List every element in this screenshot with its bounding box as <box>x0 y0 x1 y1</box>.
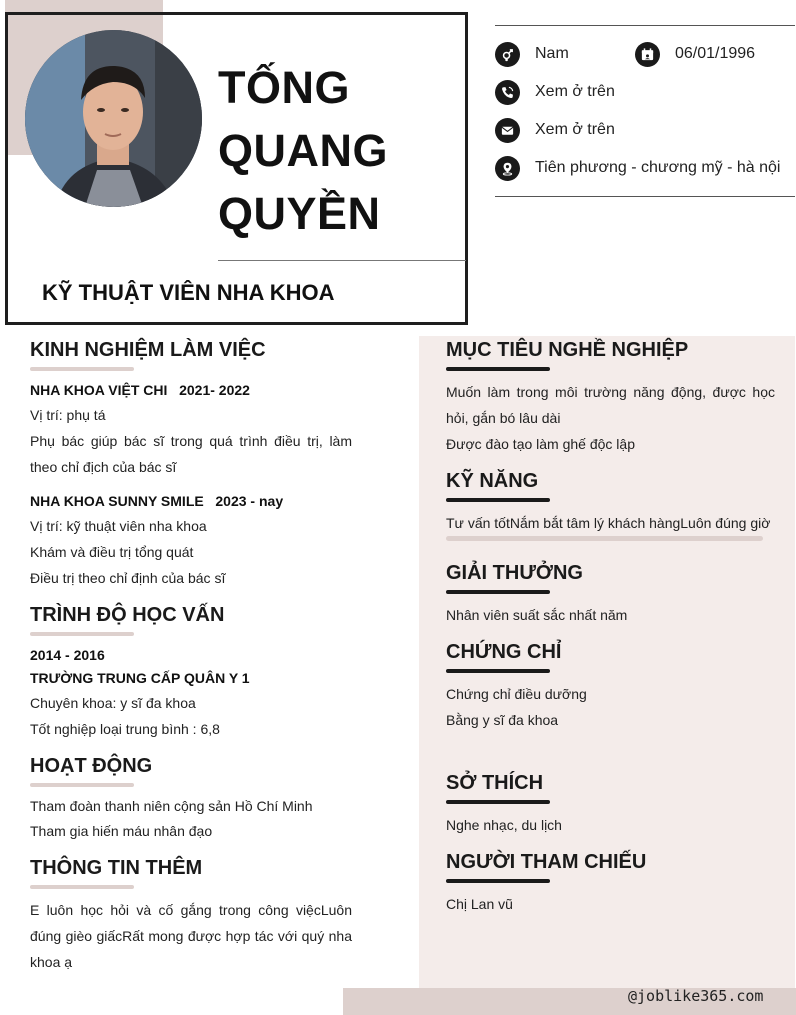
heading-underline <box>446 879 550 883</box>
more-info-text: E luôn học hỏi và cố gắng trong công việcLuôn đúng gièo giấcRất mong được hợp tác với quý nha khoa ạ <box>30 902 352 970</box>
education-major: Chuyên khoa: y sĩ đa khoa <box>30 695 196 711</box>
award-item: Nhân viên suất sắc nhất năm <box>446 607 628 623</box>
skills-heading: KỸ NĂNG <box>446 470 539 492</box>
heading-underline <box>30 632 134 636</box>
email-value: Xem ở trên <box>535 121 615 138</box>
objective-text: Muốn làm trong môi trường năng động, được học hỏi, gắn bó lâu dài <box>446 384 775 426</box>
experience-heading: KINH NGHIỆM LÀM VIỆC <box>30 339 266 361</box>
job-1-company-name: NHA KHOA VIỆT CHI <box>30 382 168 398</box>
job-2-position: Vị trí: kỹ thuật viên nha khoa <box>30 518 207 534</box>
job-2-task: Khám và điều trị tổng quát <box>30 544 194 560</box>
name-line-3: QUYỀN <box>218 188 381 239</box>
education-heading: TRÌNH ĐỘ HỌC VẤN <box>30 604 225 626</box>
heading-underline <box>30 367 134 371</box>
skills-text: Tư vấn tốtNắm bắt tâm lý khách hàngLuôn đúng giờ <box>446 515 771 531</box>
certificates-heading: CHỨNG CHỈ <box>446 641 562 663</box>
heading-underline <box>446 590 550 594</box>
heading-underline <box>446 367 550 371</box>
job-2-task: Điều trị theo chỉ định của bác sĩ <box>30 570 226 586</box>
job-2-period: 2023 - nay <box>215 493 284 509</box>
activity-item: Tham gia hiến máu nhân đạo <box>30 823 213 839</box>
job-1-description: Phụ bác giúp bác sĩ trong quá trình điều trị, làm theo chỉ địch của bác sĩ <box>30 433 352 475</box>
job-2-company-name: NHA KHOA SUNNY SMILE <box>30 493 204 509</box>
heading-underline <box>30 783 134 787</box>
calendar-icon <box>635 42 660 67</box>
education-grade: Tốt nghiệp loại trung bình : 6,8 <box>30 721 220 737</box>
more-info-heading: THÔNG TIN THÊM <box>30 857 203 879</box>
hobbies-text: Nghe nhạc, du lịch <box>446 817 562 833</box>
heading-underline <box>446 498 550 502</box>
divider <box>218 260 466 261</box>
objective-heading: MỤC TIÊU NGHỀ NGHIỆP <box>446 339 689 361</box>
phone-value: Xem ở trên <box>535 83 615 100</box>
heading-underline <box>446 800 550 804</box>
skill-level-bar <box>446 536 763 541</box>
candidate-name <box>218 56 458 245</box>
name-line-2: QUANG <box>218 125 388 176</box>
awards-heading: GIẢI THƯỞNG <box>446 562 583 584</box>
job-1-period: 2021- 2022 <box>179 382 250 398</box>
hobbies-heading: SỞ THÍCH <box>446 772 544 794</box>
job-2-company <box>30 493 283 509</box>
references-heading: NGƯỜI THAM CHIẾU <box>446 851 647 873</box>
profile-photo <box>25 30 202 207</box>
name-line-1: TỐNG <box>218 62 350 113</box>
map-pin-icon <box>495 156 520 181</box>
divider <box>495 196 795 197</box>
job-1-position: Vị trí: phụ tá <box>30 407 106 423</box>
birthday-value: 06/01/1996 <box>675 45 756 62</box>
gender-icon <box>495 42 520 67</box>
avatar <box>25 30 202 207</box>
gender-value: Nam <box>535 45 569 62</box>
address-value: Tiên phương - chương mỹ - hà nội <box>535 159 781 176</box>
job-1-company <box>30 382 250 398</box>
heading-underline <box>30 885 134 889</box>
divider <box>495 25 795 26</box>
job-title: KỸ THUẬT VIÊN NHA KHOA <box>42 280 335 305</box>
activities-heading: HOẠT ĐỘNG <box>30 755 153 777</box>
objective-text-2: Được đào tạo làm ghế độc lập <box>446 436 635 452</box>
certificate-item: Bằng y sĩ đa khoa <box>446 712 559 728</box>
phone-icon <box>495 80 520 105</box>
activity-item: Tham đoàn thanh niên cộng sản Hồ Chí Minh <box>30 798 313 814</box>
certificate-item: Chứng chỉ điều dưỡng <box>446 686 587 702</box>
heading-underline <box>446 669 550 673</box>
education-period: 2014 - 2016 <box>30 647 105 663</box>
education-school: TRƯỜNG TRUNG CẤP QUÂN Y 1 <box>30 670 250 686</box>
reference-item: Chị Lan vũ <box>446 896 513 912</box>
watermark: @joblike365.com <box>628 987 764 1005</box>
envelope-icon <box>495 118 520 143</box>
